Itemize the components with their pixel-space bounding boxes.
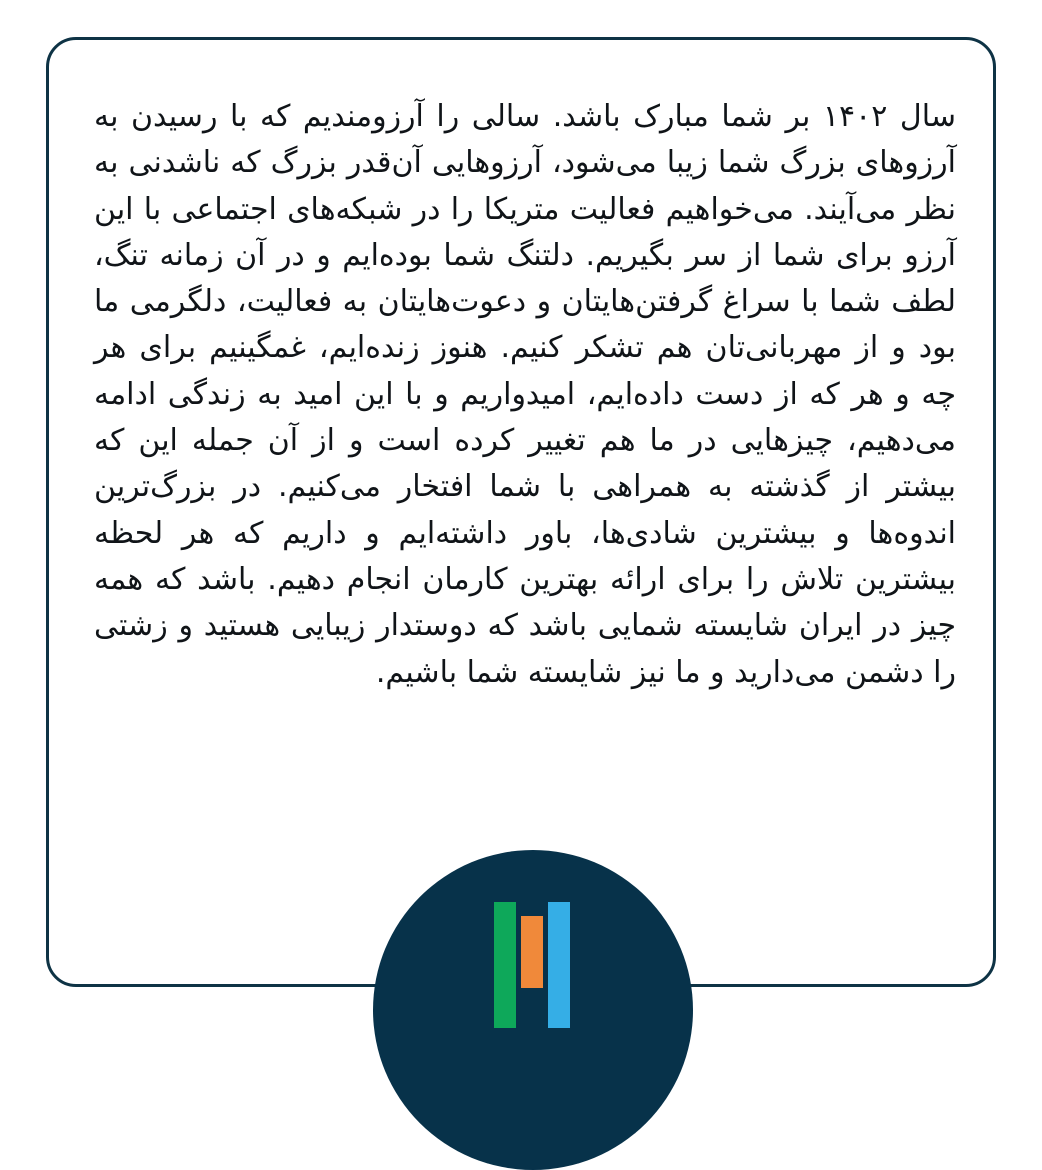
logo-bar-blue: [548, 902, 570, 1028]
logo-bar-orange: [521, 916, 543, 988]
metrica-logo-icon: [494, 902, 572, 1028]
logo-bar-green: [494, 902, 516, 1028]
new-year-message: سال ۱۴۰۲ بر شما مبارک باشد. سالی را آرزومندیم که با رسیدن به آرزوهای بزرگ شما زیبا می‌شود، آرزوهایی آن‌قدر بزرگ که ناشدنی به نظر می‌آیند. می‌خواهیم فعالیت متریکا را در شبکه‌های اجتماعی با این آرزو برای شما از سر بگیریم. دلتنگ شما بوده‌ایم و در آن زمانه تنگ، لطف شما با سراغ گرفتن‌هایتان و دعوت‌هایتان به فعالیت، دلگرمی ما بود و از مهربانی‌تان هم تشکر کنیم. هنوز زنده‌ایم، غمگینیم برای هر چه و هر که از دست داده‌ایم، امیدواریم و با این امید به زندگی ادامه می‌دهیم، چیزهایی در ما هم تغییر کرده است و از آن جمله این که بیشتر از گذشته به همراهی با شما افتخار می‌کنیم. در بزرگ‌ترین اندوه‌ها و بیشترین شادی‌ها، باور داشته‌ایم و داریم که هر لحظه بیشترین تلاش را برای ارائه بهترین کارمان انجام دهیم. باشد که همه چیز در ایران شایسته شمایی باشد که دوستدار زیبایی هستید و زشتی را دشمن می‌دارید و ما نیز شایسته شما باشیم.: [94, 99, 956, 690]
